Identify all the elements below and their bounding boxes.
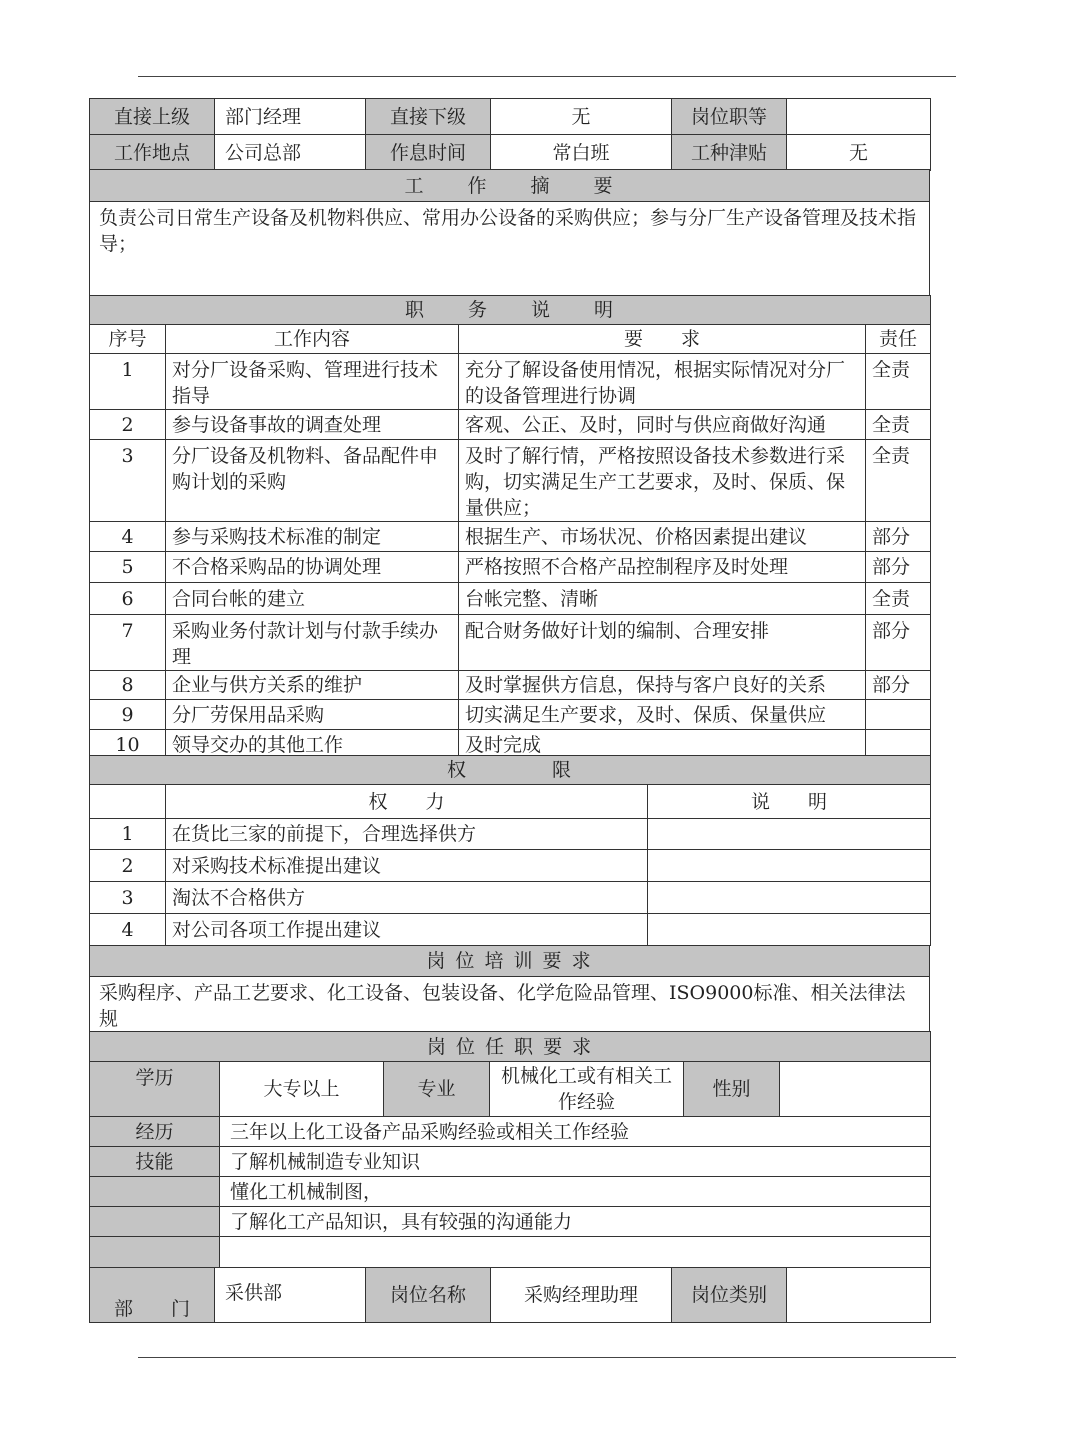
duty-no: 7	[90, 615, 166, 671]
location-value: 公司总部	[215, 135, 366, 171]
duty-no: 5	[90, 552, 166, 583]
department-value: 采供部	[215, 1268, 366, 1323]
authority-no: 4	[90, 914, 166, 946]
duty-responsibility: 部分	[866, 615, 931, 671]
table-row	[90, 522, 931, 552]
table-row	[90, 882, 931, 914]
duty-requirement: 配合财务做好计划的编制、合理安排	[459, 615, 866, 671]
table-row	[90, 615, 931, 671]
authority-no: 2	[90, 850, 166, 882]
skill-label-filler	[90, 1237, 220, 1268]
duty-no: 8	[90, 671, 166, 700]
table-row	[90, 583, 931, 615]
authority-no: 1	[90, 819, 166, 850]
qualification-title: 岗 位 任 职 要 求	[90, 1032, 931, 1062]
table-row	[90, 914, 931, 946]
superior-label: 直接上级	[90, 99, 215, 135]
schedule-value: 常白班	[491, 135, 672, 171]
duty-requirement: 充分了解设备使用情况，根据实际情况对分厂的设备管理进行协调	[459, 354, 866, 410]
experience-value: 三年以上化工设备产品采购经验或相关工作经验	[220, 1117, 931, 1147]
duty-responsibility: 全责	[866, 440, 931, 522]
grade-label: 岗位职等	[672, 99, 787, 135]
authority-no: 3	[90, 882, 166, 914]
table-row	[90, 440, 931, 522]
skill-item: 了解机械制造专业知识	[220, 1147, 931, 1177]
location-label: 工作地点	[90, 135, 215, 171]
schedule-label: 作息时间	[366, 135, 491, 171]
col-content-header: 工作内容	[166, 325, 459, 354]
allowance-value: 无	[787, 135, 931, 171]
table-row	[90, 671, 931, 700]
authority-table	[89, 755, 931, 946]
table-row	[90, 410, 931, 440]
subordinate-label: 直接下级	[366, 99, 491, 135]
allowance-label: 工种津贴	[672, 135, 787, 171]
duty-content: 分厂设备及机物料、备品配件申购计划的采购	[166, 440, 459, 522]
authority-note	[648, 850, 931, 882]
skill-item	[220, 1237, 931, 1268]
duty-requirement: 客观、公正、及时，同时与供应商做好沟通	[459, 410, 866, 440]
footer-table	[89, 1267, 931, 1323]
authority-blank-header	[90, 785, 166, 819]
duty-content: 对分厂设备采购、管理进行技术指导	[166, 354, 459, 410]
skill-label-filler	[90, 1177, 220, 1207]
table-row	[90, 850, 931, 882]
duty-requirement: 根据生产、市场状况、价格因素提出建议	[459, 522, 866, 552]
duty-requirement: 及时完成	[459, 730, 866, 760]
duties-title: 职 务 说 明	[90, 296, 931, 325]
duty-no: 10	[90, 730, 166, 760]
duty-requirement: 及时掌握供方信息，保持与客户良好的关系	[459, 671, 866, 700]
duties-table	[89, 295, 931, 760]
bottom-rule	[138, 1357, 956, 1358]
grade-value	[787, 99, 931, 135]
table-row	[90, 700, 931, 730]
summary-table	[89, 169, 930, 296]
qualification-table	[89, 1031, 931, 1268]
superior-value: 部门经理	[215, 99, 366, 135]
category-value	[787, 1268, 931, 1323]
summary-title: 工 作 摘 要	[90, 170, 930, 202]
duty-content: 合同台帐的建立	[166, 583, 459, 615]
header-table	[89, 98, 931, 171]
duty-responsibility: 部分	[866, 522, 931, 552]
table-row	[90, 552, 931, 583]
col-responsibility-header: 责任	[866, 325, 931, 354]
authority-power: 在货比三家的前提下，合理选择供方	[166, 819, 648, 850]
skill-item: 了解化工产品知识，具有较强的沟通能力	[220, 1207, 931, 1237]
department-label: 部 门	[90, 1268, 215, 1323]
duty-no: 4	[90, 522, 166, 552]
duty-no: 6	[90, 583, 166, 615]
gender-value	[780, 1062, 931, 1117]
col-note-header: 说 明	[648, 785, 931, 819]
authority-note	[648, 882, 931, 914]
duty-content: 企业与供方关系的维护	[166, 671, 459, 700]
summary-text: 负责公司日常生产设备及机物料供应、常用办公设备的采购供应；参与分厂生产设备管理及技术指导；	[90, 202, 930, 296]
experience-label: 经历	[90, 1117, 220, 1147]
duty-responsibility: 全责	[866, 410, 931, 440]
major-label: 专业	[384, 1062, 490, 1117]
duty-requirement: 及时了解行情，严格按照设备技术参数进行采购，切实满足生产工艺要求，及时、保质、保量供应；	[459, 440, 866, 522]
duty-no: 2	[90, 410, 166, 440]
top-rule	[138, 76, 956, 77]
major-value: 机械化工或有相关工作经验	[490, 1062, 684, 1117]
duty-responsibility: 部分	[866, 552, 931, 583]
duty-content: 采购业务付款计划与付款手续办理	[166, 615, 459, 671]
authority-note	[648, 819, 931, 850]
duty-responsibility: 全责	[866, 583, 931, 615]
category-label: 岗位类别	[672, 1268, 787, 1323]
authority-note	[648, 914, 931, 946]
skill-label: 技能	[90, 1147, 220, 1177]
education-value: 大专以上	[220, 1062, 384, 1117]
duty-content: 分厂劳保用品采购	[166, 700, 459, 730]
skill-item: 懂化工机械制图，	[220, 1177, 931, 1207]
duty-content: 领导交办的其他工作	[166, 730, 459, 760]
duty-no: 9	[90, 700, 166, 730]
position-label: 岗位名称	[366, 1268, 491, 1323]
duty-content: 参与采购技术标准的制定	[166, 522, 459, 552]
training-table	[89, 945, 930, 1033]
duty-requirement: 台帐完整、清晰	[459, 583, 866, 615]
col-no-header: 序号	[90, 325, 166, 354]
duty-responsibility: 全责	[866, 354, 931, 410]
duty-content: 参与设备事故的调查处理	[166, 410, 459, 440]
duty-responsibility	[866, 700, 931, 730]
duty-responsibility: 部分	[866, 671, 931, 700]
authority-power: 对采购技术标准提出建议	[166, 850, 648, 882]
duty-no: 3	[90, 440, 166, 522]
training-text: 采购程序、产品工艺要求、化工设备、包装设备、化学危险品管理、ISO9000标准、相关法律法规	[90, 977, 930, 1033]
subordinate-value: 无	[491, 99, 672, 135]
gender-label: 性别	[684, 1062, 780, 1117]
education-label: 学历	[90, 1062, 220, 1117]
col-power-header: 权 力	[166, 785, 648, 819]
duty-content: 不合格采购品的协调处理	[166, 552, 459, 583]
training-title: 岗 位 培 训 要 求	[90, 946, 930, 977]
duty-no: 1	[90, 354, 166, 410]
skill-label-filler	[90, 1207, 220, 1237]
authority-power: 对公司各项工作提出建议	[166, 914, 648, 946]
authority-power: 淘汰不合格供方	[166, 882, 648, 914]
duty-requirement: 严格按照不合格产品控制程序及时处理	[459, 552, 866, 583]
position-value: 采购经理助理	[491, 1268, 672, 1323]
col-requirement-header: 要 求	[459, 325, 866, 354]
table-row	[90, 354, 931, 410]
table-row	[90, 819, 931, 850]
duty-requirement: 切实满足生产要求，及时、保质、保量供应	[459, 700, 866, 730]
authority-title: 权 限	[90, 756, 931, 785]
